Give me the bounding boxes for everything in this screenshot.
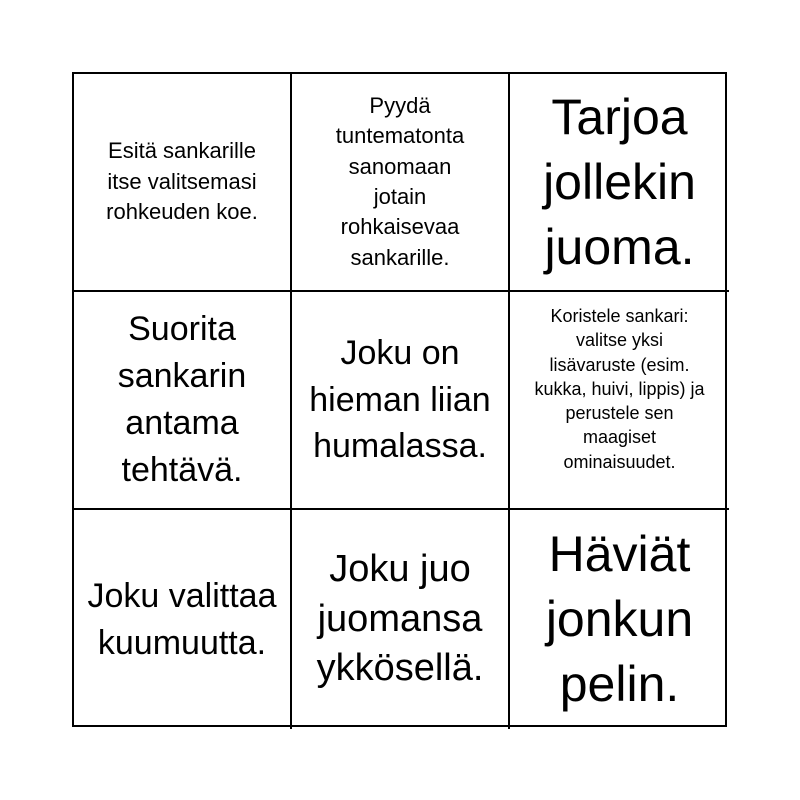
- bingo-cell-6[interactable]: [510, 292, 729, 510]
- bingo-cell-text: Esitä sankarille itse valitsemasi rohkeuden koe.: [106, 138, 258, 225]
- bingo-cell-text: Häviät jonkun pelin.: [545, 526, 694, 712]
- bingo-board: [72, 72, 727, 727]
- bingo-cell-text: Suorita sankarin antama tehtävä.: [117, 310, 247, 489]
- bingo-cell-1[interactable]: [74, 74, 292, 292]
- bingo-cell-2[interactable]: [292, 74, 510, 292]
- bingo-cell-3[interactable]: [510, 74, 729, 292]
- bingo-cell-text: Koristele sankari: valitse yksi lisävaruste (esim. kukka, huivi, lippis) ja perustele sen maagiset ominaisuudet.: [534, 306, 705, 472]
- bingo-cell-text: Joku valittaa kuumuutta.: [87, 576, 277, 662]
- bingo-cell-4[interactable]: [74, 292, 292, 510]
- bingo-cell-text: Joku juo juomansa ykkösellä.: [316, 548, 484, 690]
- bingo-cell-7[interactable]: [74, 510, 292, 729]
- bingo-cell-9[interactable]: [510, 510, 729, 729]
- bingo-cell-text: Tarjoa jollekin juoma.: [543, 88, 696, 275]
- bingo-cell-5[interactable]: [292, 292, 510, 510]
- bingo-cell-text: Pyydä tuntematonta sanomaan jotain rohkaisevaa sankarille.: [335, 92, 465, 270]
- bingo-cell-text: Joku on hieman liian humalassa.: [309, 333, 491, 466]
- bingo-cell-8[interactable]: [292, 510, 510, 729]
